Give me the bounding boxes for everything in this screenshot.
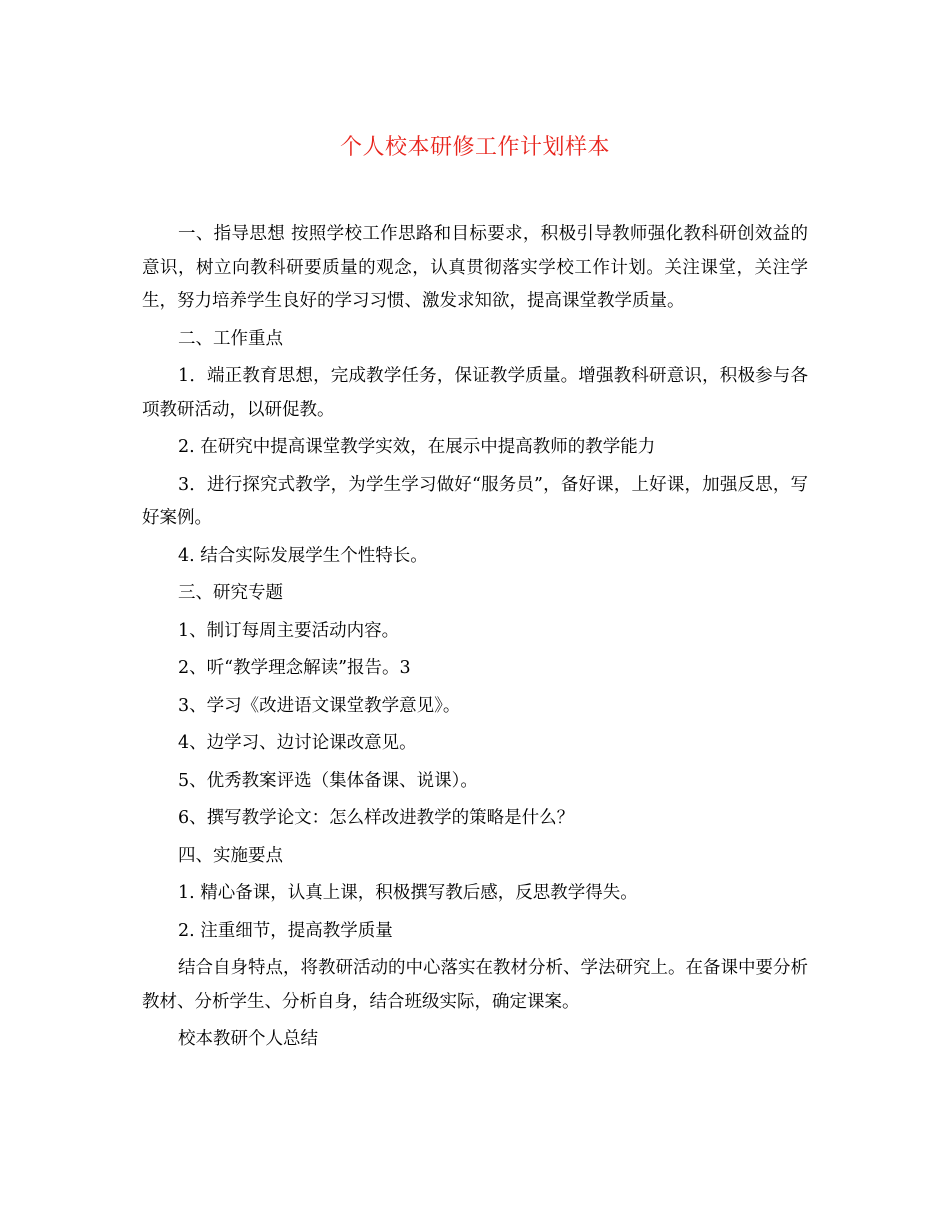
paragraph-topic-3: 3、学习《改进语文课堂教学意见》。 [178,695,461,716]
paragraph-topic-2: 2、听“教学理念解读”报告。3 [178,658,411,678]
heading-implementation: 四、实施要点 [178,845,283,866]
paragraph-guiding-ideology: 一、指导思想 按照学校工作思路和目标要求，积极引导教师强化教科研创效益的意识，树立向教科研要质量的观念，认真贯彻落实学校工作计划。关注课堂，关注学生，努力培养学生良好的学习习惯、激发求知欲，提高课堂教学质量。 [142,224,808,311]
paragraph-topic-4: 4、边学习、边讨论课改意见。 [178,733,417,753]
paragraph-implementation-1: 1. 精心备课，认真上课，积极撰写教后感，反思教学得失。 [178,883,638,903]
paragraph-topic-1: 1、制订每周主要活动内容。 [178,620,400,641]
paragraph-topic-6: 6、撰写教学论文：怎么样改进教学的策略是什么？ [178,808,575,828]
paragraph-focus-3: 3．进行探究式教学，为学生学习做好“服务员”，备好课，上好课，加强反思，写好案例。 [142,474,808,528]
paragraph-focus-4: 4. 结合实际发展学生个性特长。 [178,545,428,566]
paragraph-focus-2: 2. 在研究中提高课堂教学实效，在展示中提高教师的教学能力 [178,437,656,457]
paragraph-implementation-detail: 结合自身特点，将教研活动的中心落实在教材分析、学法研究上。在备课中要分析教材、分析学生、分析自身，结合班级实际，确定课案。 [142,958,808,1012]
heading-work-focus: 二、工作重点 [178,328,283,349]
heading-summary: 校本教研个人总结 [178,1029,318,1049]
paragraph-focus-1: 1．端正教育思想，完成教学任务，保证教学质量。增强教科研意识，积极参与各项教研活动，以研促教。 [142,366,808,420]
paragraph-topic-5: 5、优秀教案评选（集体备课、说课）。 [178,770,478,791]
heading-research-topics: 三、研究专题 [178,583,283,603]
paragraph-implementation-2: 2. 注重细节，提高教学质量 [178,920,393,941]
document-body [142,218,808,1061]
document-title: 个人校本研修工作计划样本 [339,135,610,160]
